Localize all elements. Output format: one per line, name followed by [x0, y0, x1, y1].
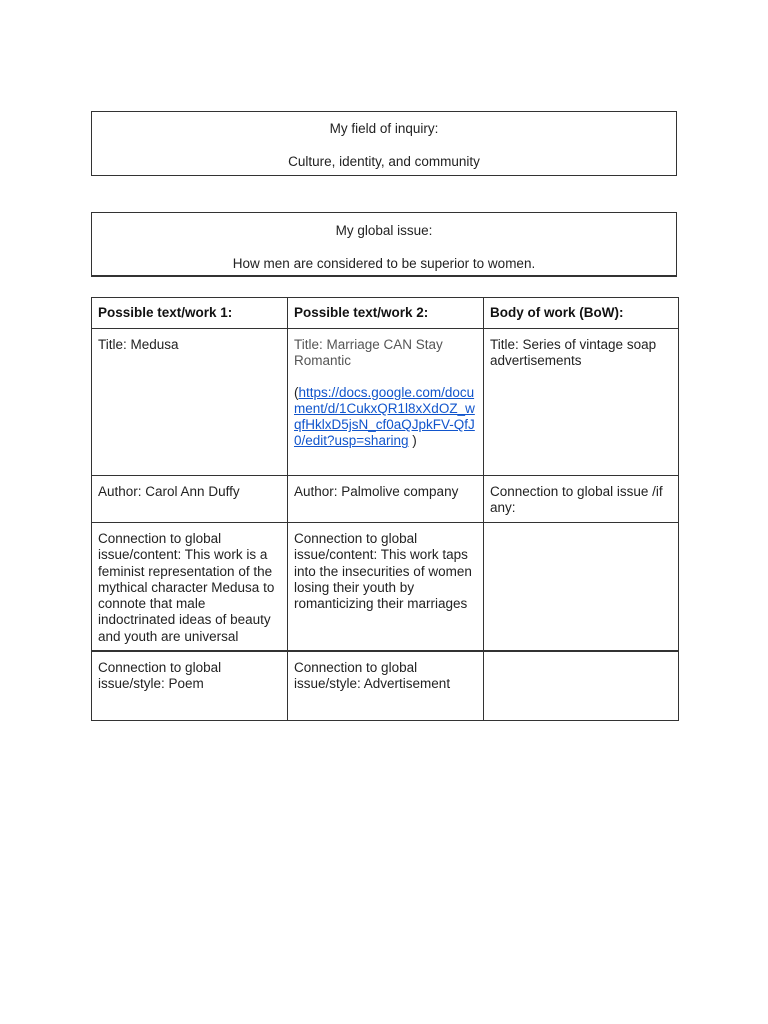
header-text-work-2: Possible text/work 2: — [288, 298, 484, 329]
table-row-style — [92, 651, 679, 721]
cell-author-work-2: Author: Palmolive company — [288, 476, 484, 523]
global-issue-box — [91, 212, 677, 277]
cell-style-bow — [484, 651, 679, 721]
table-row-content — [92, 523, 679, 651]
global-issue-label: My global issue: — [335, 223, 433, 238]
field-of-inquiry-box — [91, 111, 677, 176]
header-text-work-1: Possible text/work 1: — [92, 298, 288, 329]
global-issue-value: How men are considered to be superior to women. — [232, 256, 536, 271]
google-doc-link[interactable]: https://docs.google.com/document/d/1CukxQR1l8xXdOZ_wqfHklxD5jsN_cf0aQJpkFV-QfJ0/edit?usp=sharing — [294, 384, 475, 449]
cell-content-work-2: Connection to global issue/content: This work taps into the insecurities of women losing their youth by romanticizing their marriages — [288, 523, 484, 651]
link-close-paren: ) — [408, 433, 417, 449]
cell-connection-bow: Connection to global issue /if any: — [484, 476, 679, 523]
cell-title-bow: Title: Series of vintage soap advertisements — [484, 329, 679, 476]
cell-style-work-1: Connection to global issue/style: Poem — [92, 651, 288, 721]
table-header-row — [92, 298, 679, 329]
table-row-authors — [92, 476, 679, 523]
title-work-2-link-wrapper — [294, 385, 477, 450]
link-open-paren: ( — [294, 384, 299, 400]
cell-content-bow — [484, 523, 679, 651]
cell-content-work-1: Connection to global issue/content: This work is a feminist representation of the mythical character Medusa to connote that male indoctrinated ideas of beauty and youth are universal — [92, 523, 288, 651]
title-work-2-text: Title: Marriage CAN Stay Romantic — [294, 337, 443, 369]
spacer — [294, 370, 477, 385]
table-row-titles — [92, 329, 679, 476]
cell-style-work-2: Connection to global issue/style: Advertisement — [288, 651, 484, 721]
cell-author-work-1: Author: Carol Ann Duffy — [92, 476, 288, 523]
field-of-inquiry-label: My field of inquiry: — [329, 121, 439, 136]
header-body-of-work: Body of work (BoW): — [484, 298, 679, 329]
cell-title-work-1: Title: Medusa — [92, 329, 288, 476]
works-table — [91, 297, 679, 721]
cell-title-work-2 — [288, 329, 484, 476]
spacer — [92, 239, 676, 256]
spacer — [92, 137, 676, 154]
field-of-inquiry-value: Culture, identity, and community — [288, 154, 480, 169]
